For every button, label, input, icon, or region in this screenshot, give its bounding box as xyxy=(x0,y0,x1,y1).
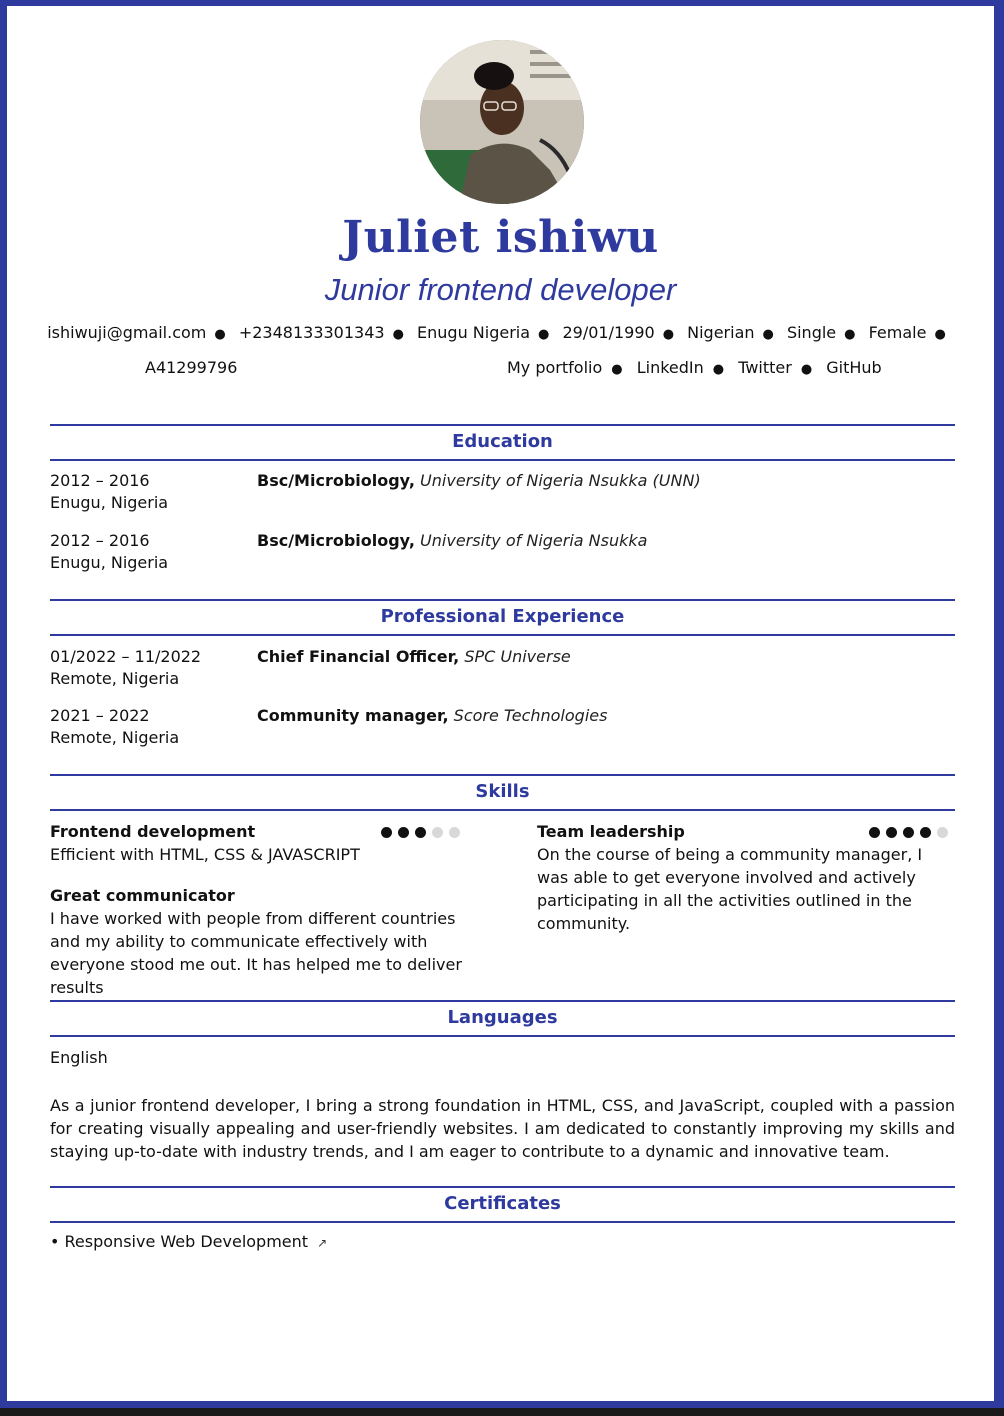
contact-nationality: Nigerian xyxy=(687,323,755,342)
rating-dot-filled xyxy=(869,827,880,838)
contact-phone[interactable]: +2348133301343 xyxy=(238,323,385,342)
contact-marital-status: Single xyxy=(786,323,837,342)
profile-summary: As a junior frontend developer, I bring a strong foundation in HTML, CSS, and JavaScript, coupled with a passion for creating visually appealing and user-friendly websites. I am dedicated to constantly improving my skills and staying up-to-date with industry trends, and I am eager to contribute to a dynamic and innovative team. xyxy=(50,1096,955,1161)
education-location: Enugu, Nigeria xyxy=(50,493,169,512)
skill-name: Team leadership xyxy=(537,822,685,841)
skill-name: Frontend development xyxy=(50,822,256,841)
rating-dot-filled xyxy=(903,827,914,838)
education-location: Enugu, Nigeria xyxy=(50,553,169,572)
education-school: University of Nigeria Nsukka (UNN) xyxy=(420,471,701,490)
experience-dates: 2021 – 2022 xyxy=(50,706,150,725)
contact-info: ishiwuji@gmail.com ● +2348133301343 ● Enugu Nigeria ● 29/01/1990 ● Nigerian ● Single ● Female ● xyxy=(47,323,946,342)
section-education-heading: Education xyxy=(50,424,955,461)
section-experience-heading: Professional Experience xyxy=(50,599,955,636)
education-school: University of Nigeria Nsukka xyxy=(420,531,648,550)
profile-photo xyxy=(420,40,584,204)
contact-gender: Female xyxy=(868,323,927,342)
rating-dot-filled xyxy=(415,827,426,838)
rating-dot-filled xyxy=(886,827,897,838)
skill-level-rating xyxy=(869,827,948,838)
experience-company: Score Technologies xyxy=(453,706,608,725)
experience-entry-2 xyxy=(257,705,607,727)
profile-photo-illustration xyxy=(420,40,584,204)
language-item: English xyxy=(50,1048,108,1067)
skill-description: On the course of being a community manager, I was able to get everyone involved and actively participating in all the activities outlined in the community. xyxy=(537,845,923,933)
section-certificates-heading: Certificates xyxy=(50,1186,955,1223)
experience-position: Chief Financial Officer, xyxy=(257,647,460,666)
certificate-item[interactable] xyxy=(50,1232,327,1251)
education-entry-2 xyxy=(257,530,647,552)
education-dates: 2012 – 2016 xyxy=(50,531,150,550)
experience-position: Community manager, xyxy=(257,706,449,725)
rating-dot-filled xyxy=(381,827,392,838)
link-portfolio[interactable]: My portfolio xyxy=(507,358,603,377)
bottom-edge xyxy=(0,1408,1004,1416)
external-link-icon[interactable]: ↗ xyxy=(317,1236,328,1250)
profile-links: My portfolio ● LinkedIn ● Twitter ● GitHub xyxy=(507,358,882,377)
contact-passport: A41299796 xyxy=(145,358,238,377)
rating-dot-empty xyxy=(449,827,460,838)
experience-entry-1-meta xyxy=(50,646,201,690)
rating-dot-filled xyxy=(398,827,409,838)
experience-dates: 01/2022 – 11/2022 xyxy=(50,647,202,666)
education-degree: Bsc/Microbiology, xyxy=(257,471,415,490)
skill-description: Efficient with HTML, CSS & JAVASCRIPT xyxy=(50,845,360,864)
candidate-role: Junior frontend developer xyxy=(324,272,677,307)
education-dates: 2012 – 2016 xyxy=(50,471,150,490)
experience-entry-2-meta xyxy=(50,705,179,749)
experience-entry-1 xyxy=(257,646,571,668)
skill-description: I have worked with people from different countries and my ability to communicate effectively with everyone stood me out. It has helped me to deliver results xyxy=(50,909,462,997)
experience-location: Remote, Nigeria xyxy=(50,669,180,688)
experience-location: Remote, Nigeria xyxy=(50,728,180,747)
education-degree: Bsc/Microbiology, xyxy=(257,531,415,550)
rating-dot-empty xyxy=(937,827,948,838)
certificate-name[interactable]: Responsive Web Development xyxy=(64,1232,309,1251)
skill-level-rating xyxy=(381,827,460,838)
education-entry-1 xyxy=(257,470,701,492)
candidate-name: Juliet ishiwu xyxy=(342,212,659,263)
bullet-icon: • xyxy=(50,1232,60,1251)
link-github[interactable]: GitHub xyxy=(826,358,882,377)
rating-dot-filled xyxy=(920,827,931,838)
section-languages-heading: Languages xyxy=(50,1000,955,1037)
education-entry-1-meta xyxy=(50,470,168,514)
contact-dob: 29/01/1990 xyxy=(562,323,655,342)
contact-email[interactable]: ishiwuji@gmail.com xyxy=(47,323,207,342)
education-entry-2-meta xyxy=(50,530,168,574)
rating-dot-empty xyxy=(432,827,443,838)
contact-address: Enugu Nigeria xyxy=(417,323,531,342)
link-linkedin[interactable]: LinkedIn xyxy=(636,358,704,377)
resume-page xyxy=(7,6,994,1401)
section-skills-heading: Skills xyxy=(50,774,955,811)
skill-name: Great communicator xyxy=(50,886,235,905)
link-twitter[interactable]: Twitter xyxy=(738,358,792,377)
experience-company: SPC Universe xyxy=(464,647,571,666)
